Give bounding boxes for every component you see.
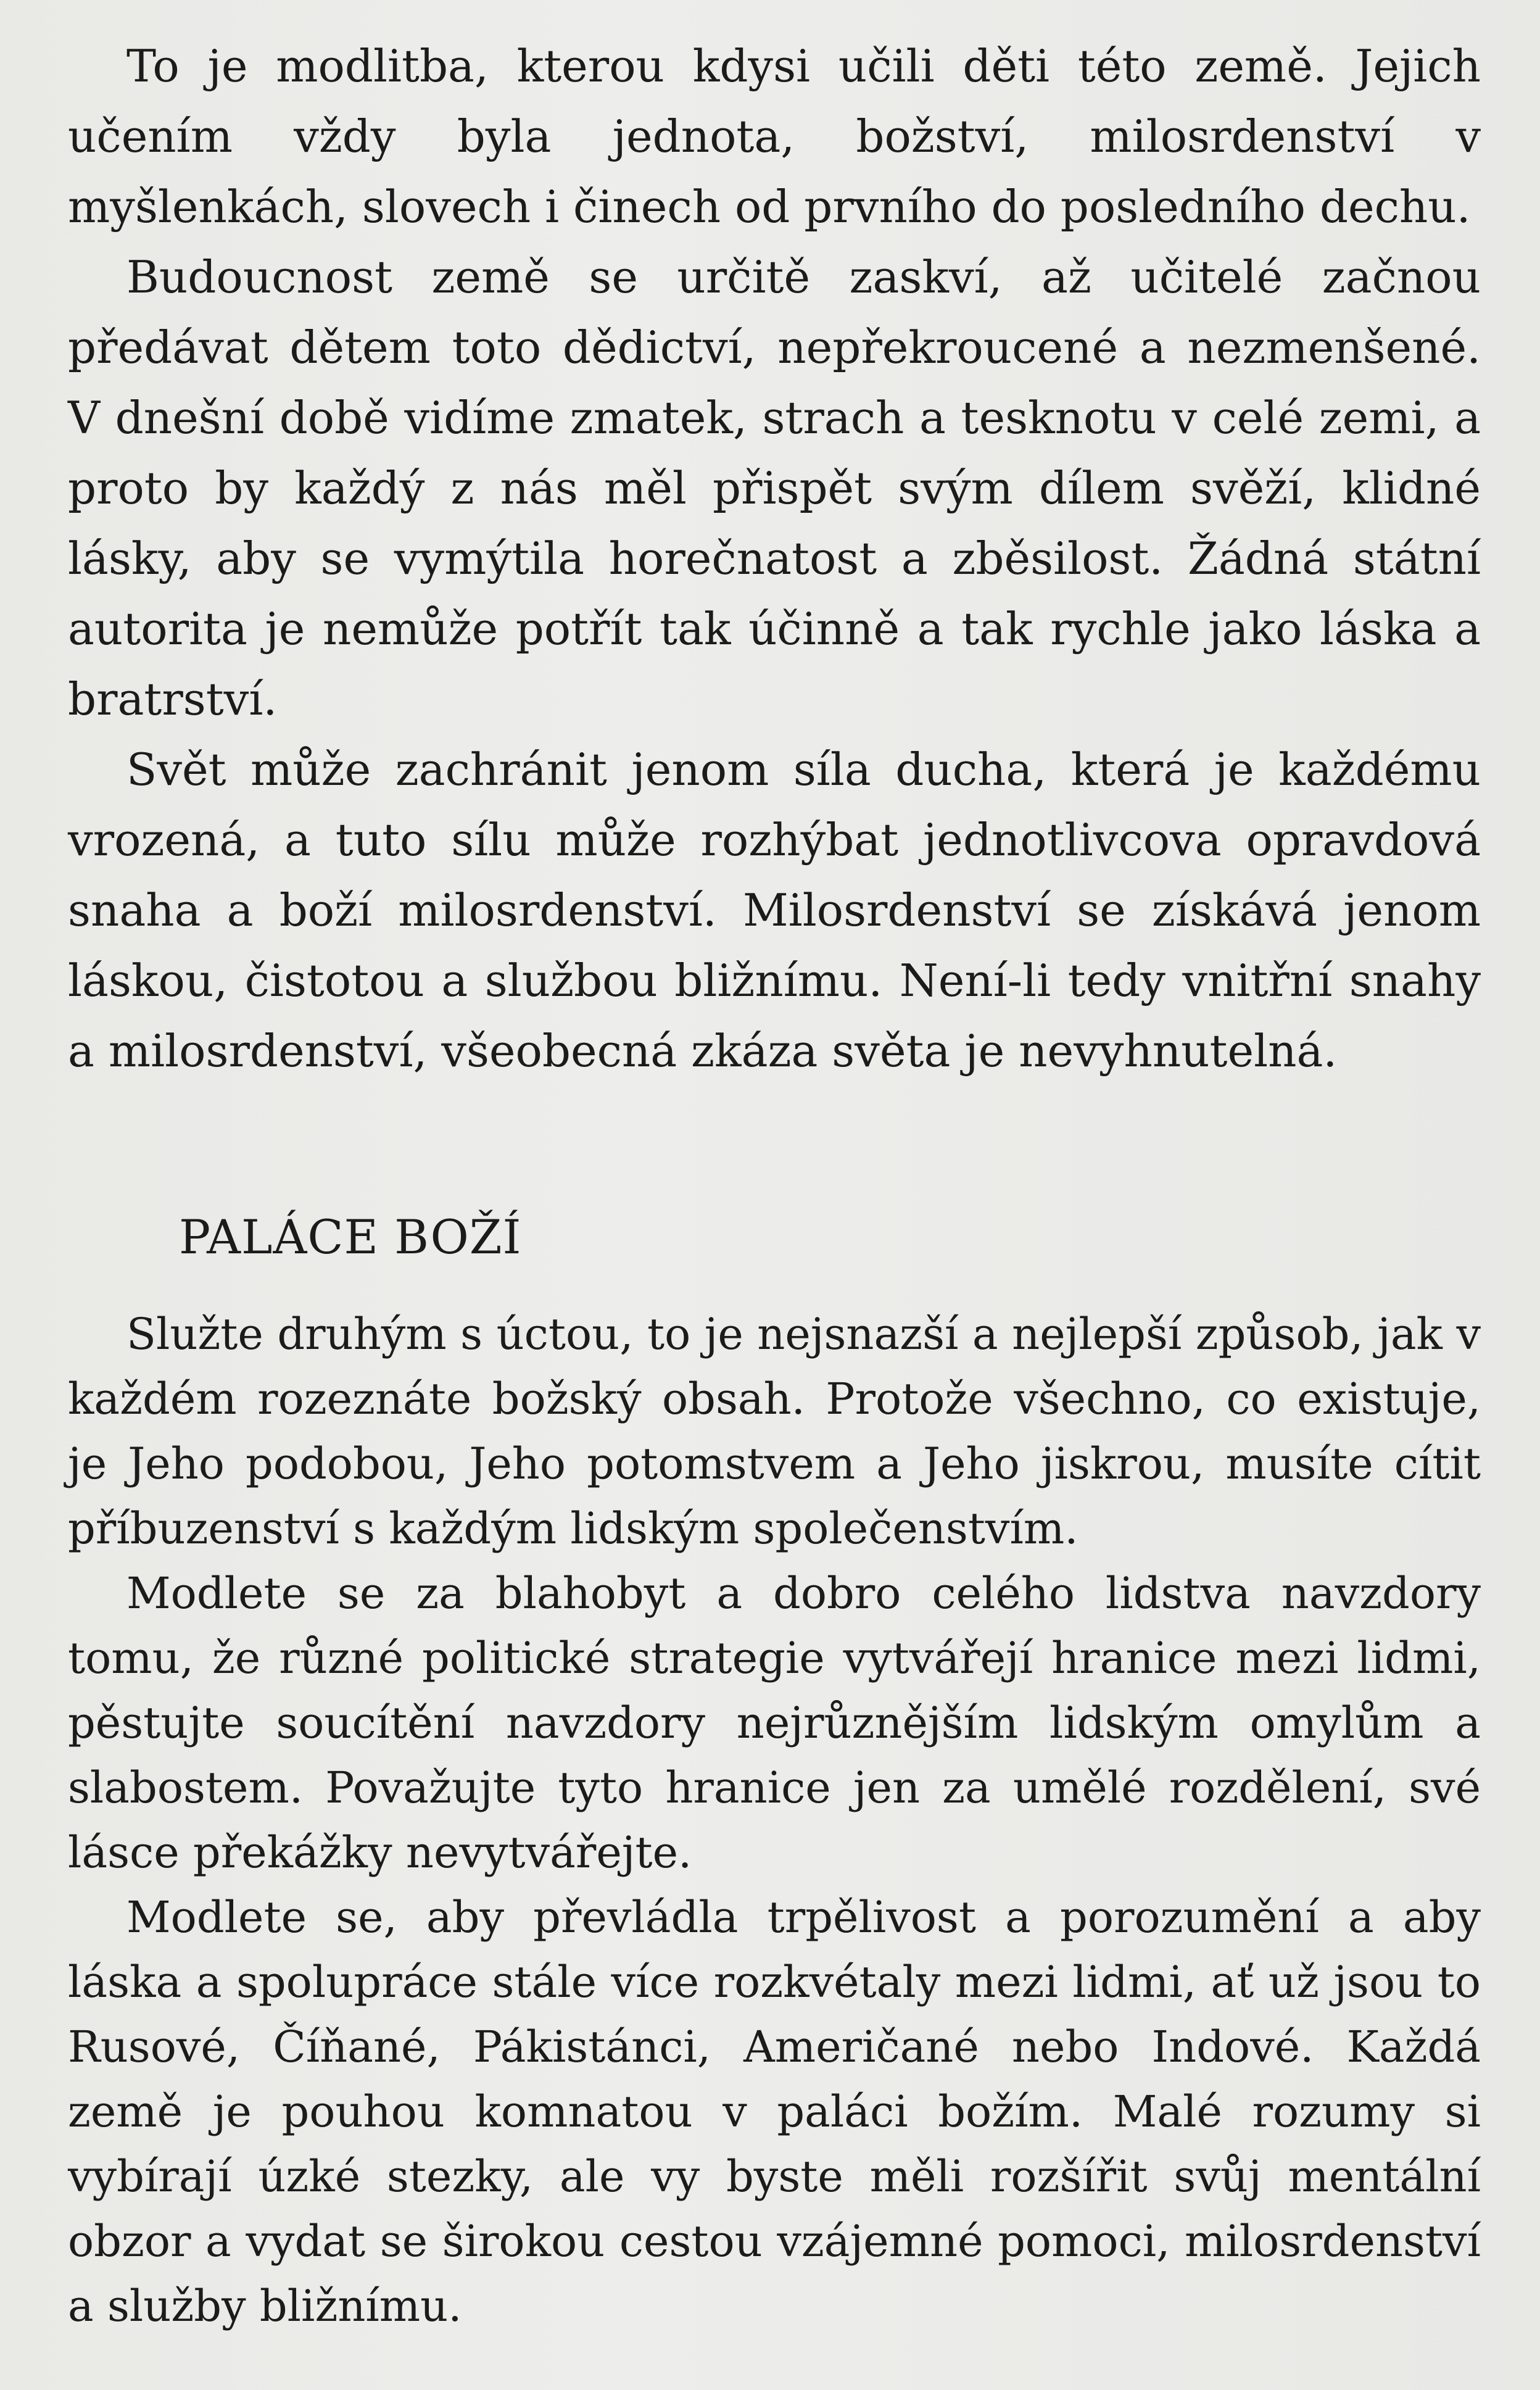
- section-1-body: [68, 31, 1481, 1086]
- paragraph: Budoucnost země se určitě zaskví, až učitelé začnou předávat dětem toto dědictví, nepřekroucené a nezmenšené. V dnešní době vidíme zmatek, strach a tesknotu v celé zemi, a proto by každý z nás měl přispět svým dílem svěží, klidné lásky, aby se vymýtila horečnatost a zběsilost. Žádná státní autorita je nemůže potřít tak účinně a tak rychle jako láska a bratrství.: [68, 251, 1481, 725]
- paragraph: Modlete se za blahobyt a dobro celého lidstva navzdory tomu, že různé politické strategie vytvářejí hranice mezi lidmi, pěstujte soucítění navzdory nejrůznějším lidským omylům a slabostem. Považujte tyto hranice jen za umělé rozdělení, své lásce překážky nevytvářejte.: [68, 1568, 1481, 1878]
- paragraph: To je modlitba, kterou kdysi učili děti této země. Jejich učením vždy byla jednota, božství, milosrdenství v myšlenkách, slovech i činech od prvního do posledního dechu.: [68, 40, 1481, 233]
- paragraph: Služte druhým s úctou, to je nejsnazší a nejlepší způsob, jak v každém rozeznáte božský obsah. Protože všechno, co existuje, je Jeho podobou, Jeho potomstvem a Jeho jiskrou, musíte cítit příbuzenství s každým lidským společenstvím.: [68, 1309, 1481, 1554]
- paragraph: Modlete se, aby převládla trpělivost a porozumění a aby láska a spolupráce stále více rozkvétaly mezi lidmi, ať už jsou to Rusové, Číňané, Pákistánci, Američané nebo Indové. Každá země je pouhou komnatou v paláci božím. Malé rozumy si vybírají úzké stezky, ale vy byste měli rozšířit svůj mentální obzor a vydat se širokou cestou vzájemné pomoci, milosrdenství a služby bližnímu.: [68, 1892, 1481, 2331]
- section-heading: PALÁCE BOŽÍ: [179, 1210, 522, 1264]
- section-2-body: [68, 1302, 1481, 2339]
- paragraph: Svět může zachránit jenom síla ducha, která je každému vrozená, a tuto sílu může rozhýbat jednotlivcova opravdová snaha a boží milosrdenství. Milosrdenství se získává jenom láskou, čistotou a službou bližnímu. Není-li tedy vnitřní snahy a milosrdenství, všeobecná zkáza světa je nevyhnutelná.: [68, 744, 1481, 1077]
